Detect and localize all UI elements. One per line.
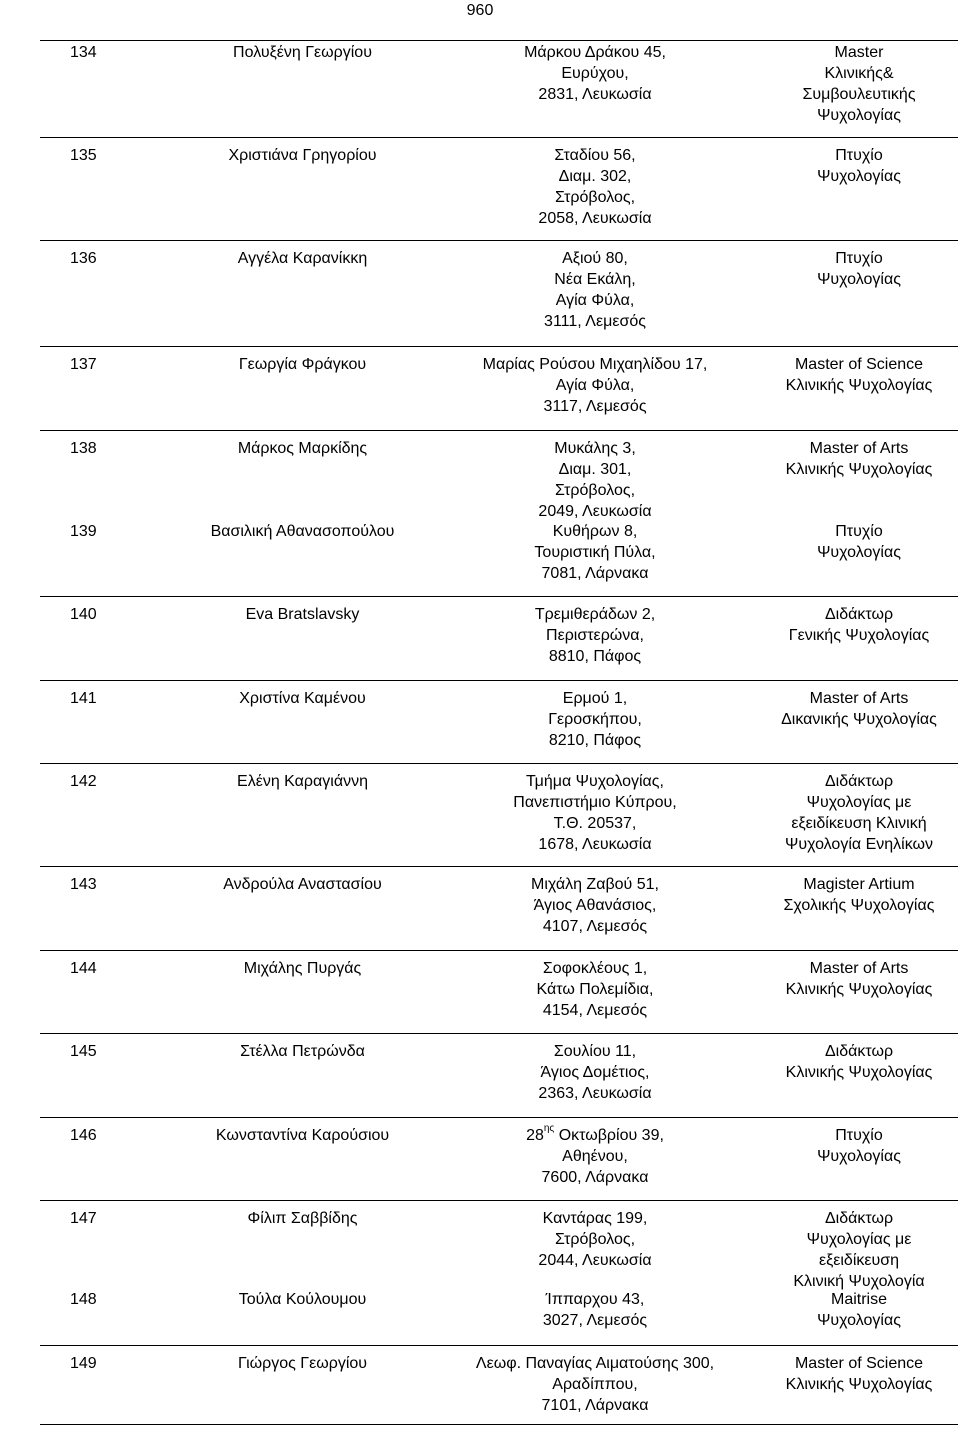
- degree-line: Διδάκτωρ: [824, 773, 894, 790]
- degree-line: Διδάκτωρ: [824, 606, 894, 623]
- degree-line: Master of Arts: [809, 960, 909, 977]
- address-line: Κυθήρων 8,: [552, 523, 638, 540]
- address: [430, 1041, 760, 1104]
- address-line: 8810, Πάφος: [548, 648, 642, 665]
- address-line: Μυκάλης 3,: [554, 440, 636, 457]
- person-name: Πολυξένη Γεωργίου: [233, 44, 372, 61]
- degree-line: Magister Artium: [803, 876, 915, 893]
- address: [430, 771, 760, 855]
- row-number: 147: [70, 1210, 97, 1227]
- row-number: 142: [70, 773, 97, 790]
- table-row: [40, 40, 958, 137]
- person-name: Βασιλική Αθανασοπούλου: [210, 523, 395, 540]
- degree-line: Κλινικής Ψυχολογίας: [785, 981, 933, 998]
- row-number: 137: [70, 356, 97, 373]
- address-line: Κάτω Πολεμίδια,: [536, 981, 654, 998]
- address: [430, 1208, 760, 1271]
- person-name: Μάρκος Μαρκίδης: [237, 440, 368, 457]
- address-line: 2044, Λευκωσία: [538, 1252, 652, 1269]
- address: [430, 354, 760, 417]
- address-line: Τρεμιθεράδων 2,: [534, 606, 656, 623]
- address-line: Στρόβολος,: [554, 189, 636, 206]
- degree-line: Κλινικής Ψυχολογίας: [785, 461, 933, 478]
- degree-line: Δικανικής Ψυχολογίας: [781, 711, 937, 728]
- address-line: Λεωφ. Παναγίας Αιματούσης 300,: [475, 1355, 715, 1372]
- address-line: 3117, Λεμεσός: [543, 398, 647, 415]
- table-row: [40, 1345, 958, 1425]
- address-line: [430, 1125, 760, 1146]
- address: [430, 145, 760, 229]
- address-line-rest: Οκτωβρίου 39,: [554, 1127, 664, 1144]
- address-line: Νέα Εκάλη,: [554, 271, 636, 288]
- degree: [760, 1353, 958, 1395]
- row-number: 144: [70, 960, 97, 977]
- row-number: 146: [70, 1127, 97, 1144]
- degree-line: Master of Science: [794, 356, 924, 373]
- address-line: Αξιού 80,: [562, 250, 628, 267]
- degree-line: Κλινικής Ψυχολογίας: [785, 1376, 933, 1393]
- degree: [760, 874, 958, 916]
- table-row: [40, 763, 958, 866]
- row-number: 136: [70, 250, 97, 267]
- address-line: Στρόβολος,: [554, 1231, 636, 1248]
- table-row: [40, 1200, 958, 1290]
- address-line: Περιστερώνα,: [546, 627, 644, 644]
- degree-line: εξειδίκευση Κλινική: [791, 815, 927, 832]
- degree-line: Πτυχίο: [835, 1127, 883, 1144]
- address-line: Άγιος Δομέτιος,: [540, 1064, 650, 1081]
- degree-line: εξειδίκευση: [818, 1252, 900, 1269]
- degree-line: Master of Arts: [809, 440, 909, 457]
- address-line: 3027, Λεμεσός: [542, 1312, 648, 1329]
- row-number: 143: [70, 876, 97, 893]
- address-line: Στρόβολος,: [554, 482, 636, 499]
- address-line: Γεροσκήπου,: [548, 711, 642, 728]
- row-number: 148: [70, 1291, 97, 1308]
- address-line: 3111, Λεμεσός: [544, 313, 646, 330]
- person-name: Κωνσταντίνα Καρούσιου: [215, 1127, 390, 1144]
- degree-line: Master of Arts: [809, 690, 909, 707]
- address: [430, 248, 760, 332]
- address-line: Αθηένου,: [562, 1148, 628, 1165]
- degree-line: Ψυχολογίας: [817, 1148, 901, 1165]
- degree-line: Διδάκτωρ: [824, 1210, 894, 1227]
- table-row: [40, 346, 958, 430]
- address-line: Αραδίππου,: [552, 1376, 638, 1393]
- address: [430, 521, 760, 584]
- degree-line: Πτυχίο: [835, 250, 883, 267]
- address-line: 7600, Λάρνακα: [541, 1169, 649, 1186]
- degree-line: Ψυχολογίας: [817, 1312, 901, 1329]
- table-row: [40, 1281, 958, 1345]
- row-number: 149: [70, 1355, 97, 1372]
- address: [430, 1125, 760, 1188]
- row-number: 139: [70, 523, 97, 540]
- address-line: 7081, Λάρνακα: [541, 565, 649, 582]
- degree-line: Ψυχολογίας: [817, 168, 901, 185]
- degree-line: Ψυχολογίας: [817, 107, 901, 124]
- ordinal-superscript: ης: [543, 1123, 555, 1134]
- row-number: 145: [70, 1043, 97, 1060]
- address-line: Τ.Θ. 20537,: [553, 815, 637, 832]
- degree: [760, 1041, 958, 1083]
- address-line: Σοφοκλέους 1,: [542, 960, 648, 977]
- degree: [760, 438, 958, 480]
- degree: [760, 604, 958, 646]
- degree-line: Master: [834, 44, 884, 61]
- degree-line: Πτυχίο: [835, 147, 883, 164]
- address-line: 4154, Λεμεσός: [542, 1002, 648, 1019]
- degree: [760, 1125, 958, 1167]
- address-line: 8210, Πάφος: [548, 732, 642, 749]
- table-row: [40, 680, 958, 763]
- table-row: [40, 950, 958, 1033]
- degree-line: Σχολικής Ψυχολογίας: [783, 897, 935, 914]
- row-number: 134: [70, 44, 97, 61]
- row-number: 135: [70, 147, 97, 164]
- address-line: 2363, Λευκωσία: [538, 1085, 652, 1102]
- degree: [760, 248, 958, 290]
- degree-line: Κλινική Ψυχολογία: [793, 1273, 925, 1290]
- degree-line: Γενικής Ψυχολογίας: [788, 627, 930, 644]
- person-name: Χριστιάνα Γρηγορίου: [228, 147, 377, 164]
- address-line: 7101, Λάρνακα: [541, 1397, 649, 1414]
- address: [430, 1289, 760, 1331]
- degree: [760, 521, 958, 563]
- degree: [760, 1289, 958, 1331]
- address-line: Αγία Φύλα,: [555, 292, 635, 309]
- degree: [760, 688, 958, 730]
- person-name: Γιώργος Γεωργίου: [237, 1355, 368, 1372]
- degree-line: Master of Science: [794, 1355, 924, 1372]
- degree: [760, 1208, 958, 1292]
- degree-line: Ψυχολογίας με: [806, 1231, 912, 1248]
- address-line: Καντάρας 199,: [542, 1210, 648, 1227]
- person-name: Ανδρούλα Αναστασίου: [223, 876, 382, 893]
- row-number: 141: [70, 690, 97, 707]
- table-row: [40, 240, 958, 346]
- degree-line: Πτυχίο: [835, 523, 883, 540]
- person-name: Χριστίνα Καμένου: [239, 690, 366, 707]
- degree-line: Ψυχολογίας με: [806, 794, 912, 811]
- person-name: Μιχάλης Πυργάς: [243, 960, 362, 977]
- degree: [760, 354, 958, 396]
- address: [430, 42, 760, 105]
- degree-line: Ψυχολογία Ενηλίκων: [784, 836, 933, 853]
- degree-line: Διδάκτωρ: [824, 1043, 894, 1060]
- address-line: Σταδίου 56,: [554, 147, 636, 164]
- address-line: Τουριστική Πύλα,: [534, 544, 656, 561]
- degree-line: Κλινικής Ψυχολογίας: [785, 1064, 933, 1081]
- row-number: 138: [70, 440, 97, 457]
- person-name: Γεωργία Φράγκου: [238, 356, 367, 373]
- address-line: Ερμού 1,: [562, 690, 628, 707]
- address-line: Ίππαρχου 43,: [545, 1291, 645, 1308]
- address: [430, 874, 760, 937]
- address: [430, 958, 760, 1021]
- person-name: Αγγέλα Καρανίκκη: [237, 250, 368, 267]
- address-line: 1678, Λευκωσία: [538, 836, 652, 853]
- address: [430, 438, 760, 522]
- table-row: [40, 866, 958, 950]
- address-line-number: 28: [526, 1127, 544, 1144]
- address-line: Άγιος Αθανάσιος,: [533, 897, 657, 914]
- address-line: 2831, Λευκωσία: [538, 86, 652, 103]
- table-row: [40, 430, 958, 520]
- address-line: Διαμ. 302,: [558, 168, 632, 185]
- address-line: Διαμ. 301,: [558, 461, 632, 478]
- degree: [760, 958, 958, 1000]
- degree-line: Ψυχολογίας: [817, 544, 901, 561]
- address-line: Μάρκου Δράκου 45,: [524, 44, 666, 61]
- address: [430, 1353, 760, 1416]
- person-name: Στέλλα Πετρώνδα: [240, 1043, 365, 1060]
- degree-line: Ψυχολογίας: [817, 271, 901, 288]
- address: [430, 688, 760, 751]
- address-line: Μιχάλη Ζαβού 51,: [530, 876, 659, 893]
- person-name: Φίλιπ Σαββίδης: [247, 1210, 358, 1227]
- address-line: Τμήμα Ψυχολογίας,: [526, 773, 664, 790]
- degree: [760, 771, 958, 855]
- address-line: 4107, Λεμεσός: [542, 918, 648, 935]
- person-name: Τούλα Κούλουμου: [238, 1291, 367, 1308]
- address-line: 2058, Λευκωσία: [538, 210, 652, 227]
- address: [430, 604, 760, 667]
- degree-line: Συμβουλευτικής: [802, 86, 916, 103]
- person-name: Eva Bratslavsky: [245, 606, 360, 623]
- address-line: Μαρίας Ρούσου Μιχαηλίδου 17,: [482, 356, 708, 373]
- degree-line: Κλινικής Ψυχολογίας: [785, 377, 933, 394]
- address-line: Ευρύχου,: [561, 65, 629, 82]
- degree-line: Κλινικής&: [824, 65, 894, 82]
- degree-line: Maitrise: [830, 1291, 887, 1308]
- address-line: Πανεπιστήμιο Κύπρου,: [513, 794, 677, 811]
- table-row: [40, 596, 958, 680]
- person-name: Ελένη Καραγιάννη: [237, 773, 368, 790]
- address-line: 2049, Λευκωσία: [538, 503, 652, 520]
- address-line: Σουλίου 11,: [553, 1043, 637, 1060]
- address-line: Αγία Φύλα,: [555, 377, 635, 394]
- table-row: [40, 1117, 958, 1200]
- table-row: [40, 513, 958, 596]
- page-number: 960: [466, 2, 494, 19]
- degree: [760, 42, 958, 126]
- degree: [760, 145, 958, 187]
- row-number: 140: [70, 606, 97, 623]
- table-row: [40, 137, 958, 240]
- table-row: [40, 1033, 958, 1117]
